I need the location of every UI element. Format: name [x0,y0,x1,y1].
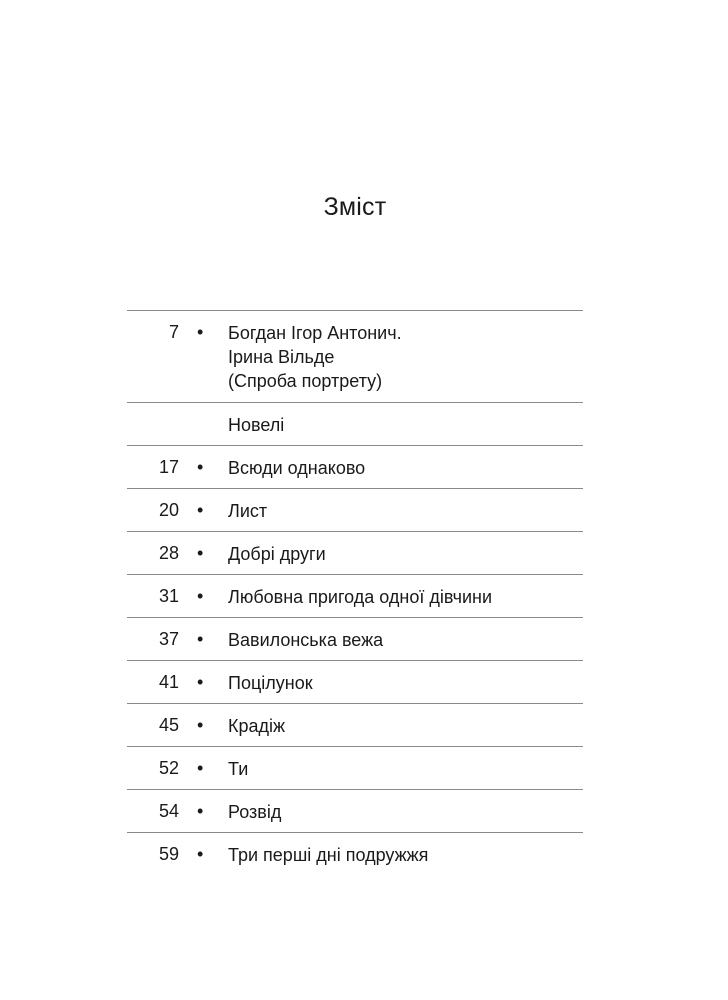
toc-bullet: • [197,758,204,778]
toc-row [127,489,583,532]
toc-page-number: 20 [158,500,179,520]
toc-bullet: • [197,672,204,692]
toc-page-number: 41 [158,672,179,692]
toc-entry-line: Ірина Вільде [228,347,335,367]
toc-row [127,704,583,747]
toc-entry-title [228,321,402,393]
toc-page-number: 17 [158,457,179,477]
toc-bullet: • [197,457,204,477]
toc-bullet: • [197,322,204,342]
toc-page-number: 28 [158,543,179,563]
toc-entry-title [228,585,492,609]
toc-bullet: • [197,500,204,520]
toc-bullet: • [197,543,204,563]
toc-bullet: • [197,844,204,864]
toc-entry-line: Богдан Ігор Антонич. [228,323,402,343]
toc-entry-title [228,800,281,824]
toc-entry-line: Ти [228,759,249,779]
toc-page-number: 54 [158,801,179,821]
toc-row [127,833,583,876]
toc-page-number: 45 [158,715,179,735]
toc-row [127,661,583,704]
toc-entry-line: Поцілунок [228,673,313,693]
toc-entry-title [228,628,383,652]
toc-entry-title [228,757,248,781]
toc-bullet: • [197,801,204,821]
toc-entry-line: Вавилонська вежа [228,630,384,650]
toc-row [127,575,583,618]
toc-section-row [127,403,583,446]
toc-entry-line: Лист [228,501,268,521]
toc-page-number: 52 [158,758,179,778]
toc-bullet: • [197,715,204,735]
toc-page-number: 59 [158,844,179,864]
toc-entry-title [228,714,285,738]
toc-entry-line: Всюди однаково [228,458,366,478]
toc-entry-title [228,671,313,695]
toc-entry-line: Добрі други [228,544,326,564]
toc-entry-title [228,499,267,523]
toc-entry-line: Три перші дні подружжя [228,845,429,865]
toc-entry-line: Розвід [228,802,282,822]
table-of-contents [127,310,583,876]
toc-row [127,747,583,790]
toc-row [127,618,583,661]
toc-bullet: • [197,629,204,649]
page-title: Зміст [323,193,387,221]
toc-entry-title [228,843,428,867]
toc-section-title [228,413,284,437]
toc-entry-title [228,456,365,480]
toc-entry-line: Любовна пригода одної дівчини [228,587,493,607]
toc-entry-line: Крадіж [228,716,286,736]
toc-row [127,311,583,403]
toc-page-number: 31 [158,586,179,606]
toc-bullet: • [197,586,204,606]
toc-row [127,790,583,833]
toc-entry-title [228,542,326,566]
toc-row [127,532,583,575]
toc-row [127,446,583,489]
toc-page-number: 7 [168,322,179,342]
toc-page-number: 37 [158,629,179,649]
toc-entry-line: Новелі [228,415,285,435]
toc-entry-line: (Спроба портрету) [228,371,383,391]
